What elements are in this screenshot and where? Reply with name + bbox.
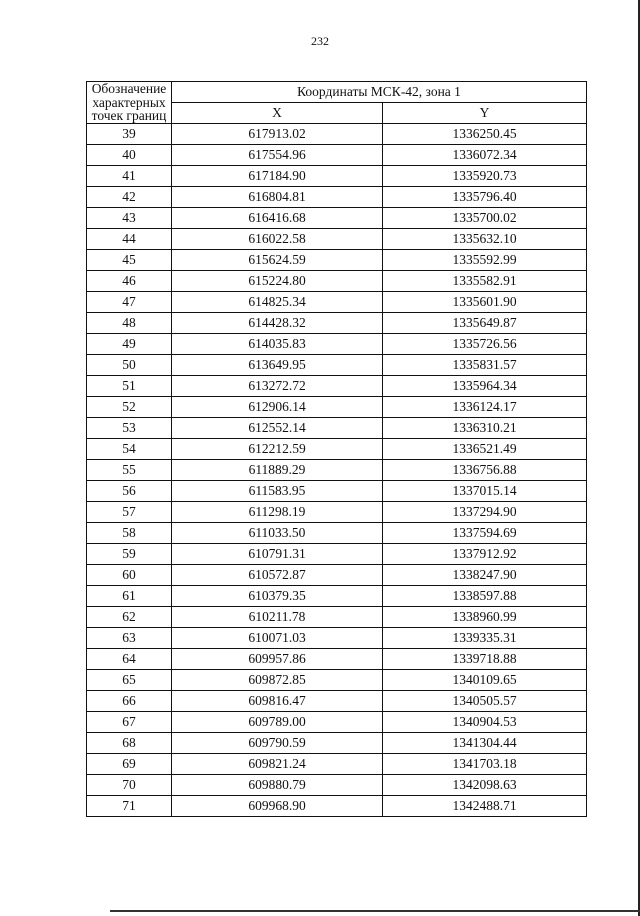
point-id-cell: 57 [87, 502, 172, 523]
y-coordinate-cell: 1340109.65 [383, 670, 587, 691]
table-row [87, 565, 587, 586]
point-id-cell: 47 [87, 292, 172, 313]
x-coordinate-cell: 609880.79 [172, 775, 383, 796]
x-coordinate-cell: 617554.96 [172, 145, 383, 166]
point-id-cell: 52 [87, 397, 172, 418]
y-coordinate-cell: 1337015.14 [383, 481, 587, 502]
x-coordinate-cell: 611033.50 [172, 523, 383, 544]
x-coordinate-cell: 609816.47 [172, 691, 383, 712]
y-coordinate-cell: 1337594.69 [383, 523, 587, 544]
point-id-cell: 63 [87, 628, 172, 649]
table-row [87, 649, 587, 670]
table-row [87, 418, 587, 439]
x-coordinate-cell: 609968.90 [172, 796, 383, 817]
y-coordinate-cell: 1341703.18 [383, 754, 587, 775]
x-coordinate-cell: 609872.85 [172, 670, 383, 691]
table-row [87, 544, 587, 565]
y-column-header: Y [383, 103, 587, 124]
x-coordinate-cell: 610572.87 [172, 565, 383, 586]
x-coordinate-cell: 610071.03 [172, 628, 383, 649]
y-coordinate-cell: 1342098.63 [383, 775, 587, 796]
table-row [87, 733, 587, 754]
point-id-cell: 39 [87, 124, 172, 145]
point-id-cell: 56 [87, 481, 172, 502]
table-row [87, 292, 587, 313]
point-id-cell: 71 [87, 796, 172, 817]
scan-bottom-edge [110, 910, 640, 912]
y-coordinate-cell: 1339718.88 [383, 649, 587, 670]
x-column-header: X [172, 103, 383, 124]
x-coordinate-cell: 609957.86 [172, 649, 383, 670]
x-coordinate-cell: 614428.32 [172, 313, 383, 334]
point-id-cell: 60 [87, 565, 172, 586]
table-row [87, 187, 587, 208]
y-coordinate-cell: 1338247.90 [383, 565, 587, 586]
y-coordinate-cell: 1335796.40 [383, 187, 587, 208]
table-row [87, 313, 587, 334]
x-coordinate-cell: 610791.31 [172, 544, 383, 565]
y-coordinate-cell: 1335601.90 [383, 292, 587, 313]
point-id-cell: 46 [87, 271, 172, 292]
table-row [87, 145, 587, 166]
point-id-cell: 62 [87, 607, 172, 628]
x-coordinate-cell: 615624.59 [172, 250, 383, 271]
y-coordinate-cell: 1336756.88 [383, 460, 587, 481]
y-coordinate-cell: 1336250.45 [383, 124, 587, 145]
point-id-cell: 64 [87, 649, 172, 670]
table-row [87, 754, 587, 775]
y-coordinate-cell: 1337912.92 [383, 544, 587, 565]
point-id-cell: 68 [87, 733, 172, 754]
table-row [87, 670, 587, 691]
point-id-cell: 53 [87, 418, 172, 439]
table-row [87, 271, 587, 292]
x-coordinate-cell: 609789.00 [172, 712, 383, 733]
x-coordinate-cell: 615224.80 [172, 271, 383, 292]
x-coordinate-cell: 613649.95 [172, 355, 383, 376]
table-row [87, 166, 587, 187]
table-row [87, 208, 587, 229]
coordinate-system-header: Координаты МСК-42, зона 1 [172, 82, 587, 103]
y-coordinate-cell: 1336310.21 [383, 418, 587, 439]
table-row [87, 229, 587, 250]
x-coordinate-cell: 617913.02 [172, 124, 383, 145]
table-body [87, 124, 587, 817]
y-coordinate-cell: 1336521.49 [383, 439, 587, 460]
point-id-cell: 67 [87, 712, 172, 733]
y-coordinate-cell: 1335582.91 [383, 271, 587, 292]
point-id-cell: 65 [87, 670, 172, 691]
x-coordinate-cell: 616804.81 [172, 187, 383, 208]
point-id-cell: 43 [87, 208, 172, 229]
point-id-cell: 70 [87, 775, 172, 796]
x-coordinate-cell: 614035.83 [172, 334, 383, 355]
point-id-cell: 51 [87, 376, 172, 397]
x-coordinate-cell: 612552.14 [172, 418, 383, 439]
y-coordinate-cell: 1338597.88 [383, 586, 587, 607]
table-row [87, 376, 587, 397]
point-id-cell: 41 [87, 166, 172, 187]
point-id-cell: 66 [87, 691, 172, 712]
y-coordinate-cell: 1335632.10 [383, 229, 587, 250]
table-row [87, 460, 587, 481]
point-id-cell: 59 [87, 544, 172, 565]
table-row [87, 775, 587, 796]
y-coordinate-cell: 1338960.99 [383, 607, 587, 628]
point-id-cell: 49 [87, 334, 172, 355]
page-number: 232 [311, 34, 329, 48]
point-id-cell: 58 [87, 523, 172, 544]
x-coordinate-cell: 611889.29 [172, 460, 383, 481]
y-coordinate-cell: 1342488.71 [383, 796, 587, 817]
table-header [87, 82, 587, 124]
table-row [87, 397, 587, 418]
y-coordinate-cell: 1335700.02 [383, 208, 587, 229]
y-coordinate-cell: 1339335.31 [383, 628, 587, 649]
x-coordinate-cell: 617184.90 [172, 166, 383, 187]
table-row [87, 523, 587, 544]
table-row [87, 355, 587, 376]
x-coordinate-cell: 611583.95 [172, 481, 383, 502]
x-coordinate-cell: 610379.35 [172, 586, 383, 607]
table-row [87, 586, 587, 607]
point-id-cell: 42 [87, 187, 172, 208]
point-id-cell: 50 [87, 355, 172, 376]
x-coordinate-cell: 616416.68 [172, 208, 383, 229]
point-id-cell: 55 [87, 460, 172, 481]
point-id-cell: 40 [87, 145, 172, 166]
table-row [87, 607, 587, 628]
table-row [87, 124, 587, 145]
x-coordinate-cell: 612906.14 [172, 397, 383, 418]
point-id-cell: 45 [87, 250, 172, 271]
point-id-cell: 54 [87, 439, 172, 460]
table-row [87, 502, 587, 523]
y-coordinate-cell: 1341304.44 [383, 733, 587, 754]
y-coordinate-cell: 1335831.57 [383, 355, 587, 376]
x-coordinate-cell: 613272.72 [172, 376, 383, 397]
x-coordinate-cell: 609821.24 [172, 754, 383, 775]
point-id-cell: 44 [87, 229, 172, 250]
y-coordinate-cell: 1335649.87 [383, 313, 587, 334]
y-coordinate-cell: 1335726.56 [383, 334, 587, 355]
table-row [87, 439, 587, 460]
table-row [87, 250, 587, 271]
y-coordinate-cell: 1337294.90 [383, 502, 587, 523]
point-id-cell: 61 [87, 586, 172, 607]
y-coordinate-cell: 1340904.53 [383, 712, 587, 733]
table-row [87, 481, 587, 502]
table-row [87, 712, 587, 733]
x-coordinate-cell: 610211.78 [172, 607, 383, 628]
y-coordinate-cell: 1335920.73 [383, 166, 587, 187]
y-coordinate-cell: 1336124.17 [383, 397, 587, 418]
x-coordinate-cell: 614825.34 [172, 292, 383, 313]
coordinates-table [86, 81, 587, 817]
x-coordinate-cell: 612212.59 [172, 439, 383, 460]
point-id-cell: 48 [87, 313, 172, 334]
y-coordinate-cell: 1340505.57 [383, 691, 587, 712]
x-coordinate-cell: 616022.58 [172, 229, 383, 250]
table-row [87, 691, 587, 712]
table-row [87, 628, 587, 649]
y-coordinate-cell: 1336072.34 [383, 145, 587, 166]
y-coordinate-cell: 1335592.99 [383, 250, 587, 271]
table-row [87, 796, 587, 817]
x-coordinate-cell: 611298.19 [172, 502, 383, 523]
y-coordinate-cell: 1335964.34 [383, 376, 587, 397]
point-id-cell: 69 [87, 754, 172, 775]
x-coordinate-cell: 609790.59 [172, 733, 383, 754]
point-id-header: Обозначение характерных точек границ [87, 82, 172, 124]
table-row [87, 334, 587, 355]
